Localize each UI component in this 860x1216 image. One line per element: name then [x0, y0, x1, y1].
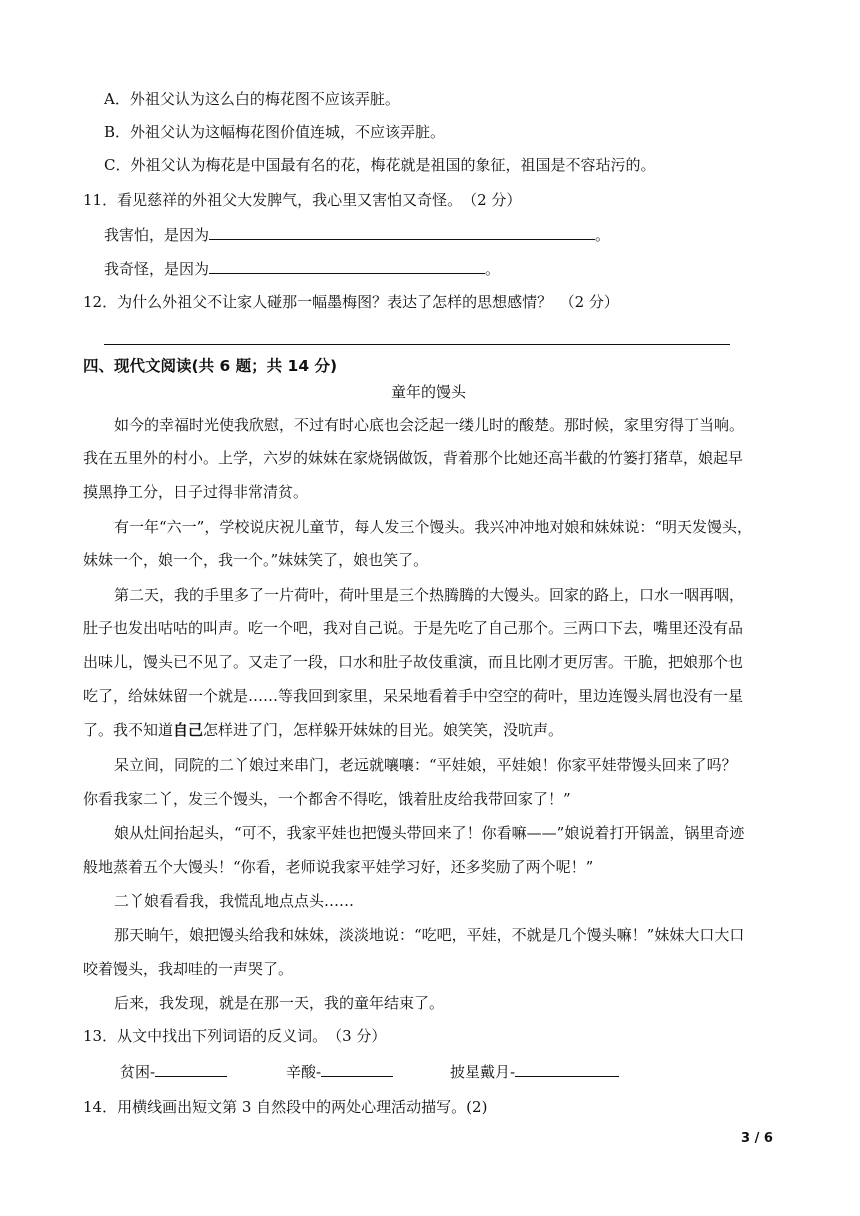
passage-line: 出味儿，馒头已不见了。又走了一段，口水和肚子故伎重演，而且比刚才更厉害。干脆，把娘那个也	[83, 653, 744, 671]
passage-text: 怎样进了门，怎样躲开妹妹的目光。娘笑笑，没吭声。	[203, 721, 564, 739]
q14-stem: 14．用横线画出短文第 3 自然段中的两处心理活动描写。(2)	[83, 1098, 488, 1116]
q11-fear-end: 。	[595, 226, 611, 244]
q10-option-c: C．外祖父认为梅花是中国最有名的花，梅花就是祖国的象征，祖国是不容玷污的。	[104, 156, 656, 174]
passage-line: 吃了，给妹妹留一个就是……等我回到家里，呆呆地看着手中空空的荷叶，里边连馒头屑也没有一星	[83, 687, 744, 705]
passage-line: 肚子也发出咕咕的叫声。吃一个吧，我对自己说。于是先吃了自己那个。三两口下去，嘴里还没有品	[83, 619, 744, 637]
q13-word-label: 贫困-	[120, 1063, 156, 1081]
passage-line: 摸黑挣工分，日子过得非常清贫。	[83, 483, 309, 501]
passage-line: 般地蒸着五个大馒头！“你看，老师说我家平娃学习好，还多奖励了两个呢！”	[83, 858, 594, 876]
q13-word-2	[286, 1062, 393, 1082]
passage-line: 有一年“六一”，学校说庆祝儿童节，每人发三个馒头。我兴冲冲地对娘和妹妹说：“明天发馒头，	[114, 518, 753, 536]
q13-answer-blank-3[interactable]	[515, 1062, 619, 1077]
q12-answer-line[interactable]	[104, 344, 730, 345]
q10-option-b: B．外祖父认为这幅梅花图价值连城，不应该弄脏。	[104, 123, 446, 141]
q11-fear-answer-blank[interactable]	[209, 225, 595, 240]
q11-wonder-answer-blank[interactable]	[209, 259, 485, 274]
story-title: 童年的馒头	[391, 383, 467, 401]
q13-answer-blank-2[interactable]	[321, 1062, 393, 1077]
passage-line: 娘从灶间抬起头，“可不，我家平娃也把馒头带回来了！你看嘛——”娘说着打开锅盖，锅里奇迹	[114, 824, 745, 842]
passage-line: 妹妹一个，娘一个，我一个。”妹妹笑了，娘也笑了。	[83, 551, 429, 569]
passage-line	[83, 720, 563, 740]
q13-word-label: 披星戴月-	[450, 1063, 516, 1081]
q12-stem: 12．为什么外祖父不让家人碰那一幅墨梅图？表达了怎样的思想感情？ （2 分）	[83, 293, 619, 311]
q10-option-a: A．外祖父认为这么白的梅花图不应该弄脏。	[104, 90, 400, 108]
q13-answer-blank-1[interactable]	[155, 1062, 227, 1077]
passage-line: 我在五里外的村小。上学，六岁的妹妹在家烧锅做饭，背着那个比她还高半截的竹篓打猪草，娘起早	[83, 449, 744, 467]
passage-line: 呆立间，同院的二丫娘过来串门，老远就嚷嚷：“平娃娘，平娃娘！你家平娃带馒头回来了吗？	[114, 756, 737, 774]
q13-word-label: 辛酸-	[286, 1063, 322, 1081]
passage-line: 二丫娘看看我，我慌乱地点点头……	[114, 892, 355, 910]
section-heading: 四、现代文阅读(共 6 题；共 14 分)	[83, 357, 338, 375]
passage-text: 了。我不知道	[83, 721, 174, 739]
q11-wonder-prefix: 我奇怪，是因为	[104, 260, 210, 278]
page-number: 3 / 6	[741, 1131, 773, 1146]
q11-fear-line	[104, 225, 610, 245]
q11-stem: 11．看见慈祥的外祖父大发脾气，我心里又害怕又奇怪。 （2 分）	[83, 191, 522, 209]
passage-line: 第二天，我的手里多了一片荷叶，荷叶里是三个热腾腾的大馒头。回家的路上，口水一咽再咽，	[114, 586, 745, 604]
q11-fear-prefix: 我害怕，是因为	[104, 226, 210, 244]
passage-line: 咬着馒头，我却哇的一声哭了。	[83, 960, 294, 978]
q11-wonder-end: 。	[485, 260, 501, 278]
q11-wonder-line	[104, 259, 500, 279]
q13-word-3	[450, 1062, 619, 1082]
passage-bold-word: 自己	[173, 721, 204, 739]
passage-line: 那天晌午，娘把馒头给我和妹妹，淡淡地说：“吃吧，平娃，不就是几个馒头嘛！”妹妹大口大口	[114, 926, 745, 944]
passage-line: 如今的幸福时光使我欣慰，不过有时心底也会泛起一缕儿时的酸楚。那时候，家里穷得丁当响。	[114, 416, 745, 434]
passage-line: 后来，我发现，就是在那一天，我的童年结束了。	[114, 994, 445, 1012]
passage-line: 你看我家二丫，发三个馒头，一个都舍不得吃，饿着肚皮给我带回家了！”	[83, 790, 571, 808]
q13-word-1	[120, 1062, 227, 1082]
q13-stem: 13．从文中找出下列词语的反义词。 （3 分）	[83, 1027, 387, 1045]
